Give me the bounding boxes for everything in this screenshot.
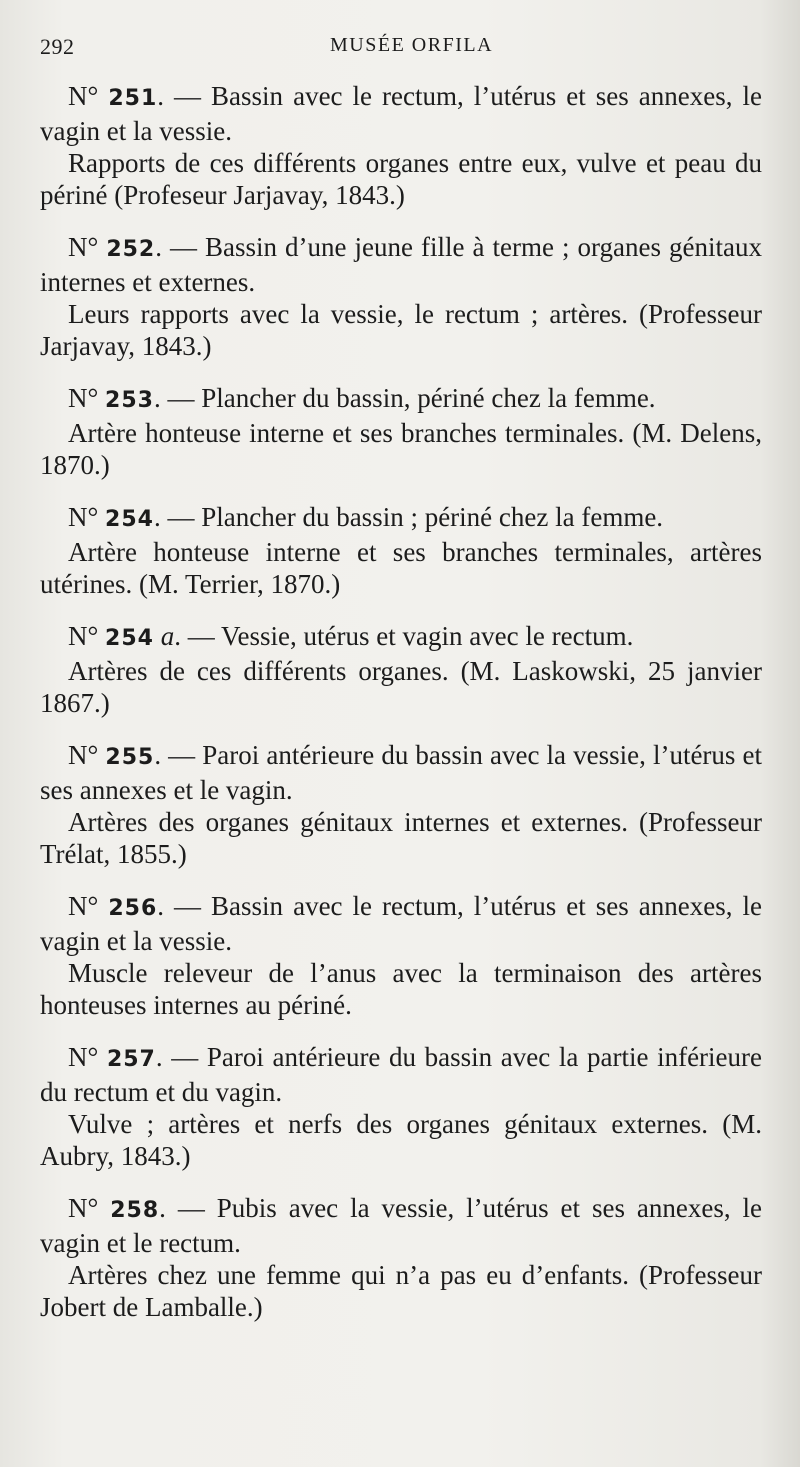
entry-number: 252 xyxy=(106,237,156,262)
entry-heading xyxy=(40,231,762,298)
page-number: 292 xyxy=(40,34,75,59)
entry-number-suffix: a xyxy=(153,621,175,651)
catalog-entries xyxy=(40,80,762,1343)
entry-details: Leurs rapports avec la vessie, le rectum ; artères. (Professeur Jarjavay, 1843.) xyxy=(40,299,762,361)
entry-title: . — Paroi antérieure du bassin avec la partie inférieure du rectum et du vagin. xyxy=(40,1042,763,1107)
entry-title: . — Paroi antérieure du bassin avec la vessie, l’utérus et ses annexes et le vagin. xyxy=(40,740,763,805)
entry-details: Artère honteuse interne et ses branches terminales, artères utérines. (M. Terrier, 1870.) xyxy=(40,537,762,599)
entry-heading xyxy=(40,382,762,417)
number-label: N° xyxy=(68,383,99,413)
entry-heading xyxy=(40,739,762,806)
entry-heading xyxy=(40,80,762,147)
catalog-entry xyxy=(40,382,762,481)
entry-details: Vulve ; artères et nerfs des organes génitaux externes. (M. Aubry, 1843.) xyxy=(40,1109,762,1171)
running-title: MUSÉE ORFILA xyxy=(330,34,494,56)
entry-title: . — Bassin avec le rectum, l’utérus et ses annexes, le vagin et la vessie. xyxy=(40,891,763,956)
number-label: N° xyxy=(68,81,99,111)
number-label: N° xyxy=(68,621,99,651)
entry-details: Rapports de ces différents organes entre eux, vulve et peau du périné (Profeseur Jarjavay, 1843.) xyxy=(40,148,762,210)
entry-heading xyxy=(40,1192,762,1259)
entry-number: 258 xyxy=(110,1198,160,1223)
catalog-entry xyxy=(40,620,762,719)
catalog-entry xyxy=(40,501,762,600)
entry-title: . — Plancher du bassin, périné chez la femme. xyxy=(153,383,656,413)
catalog-entry xyxy=(40,80,762,211)
catalog-entry xyxy=(40,1041,762,1172)
entry-heading xyxy=(40,1041,762,1108)
entry-heading xyxy=(40,620,762,655)
entry-number: 254 xyxy=(105,626,154,651)
entry-title: . — Vessie, utérus et vagin avec le rectum. xyxy=(174,621,634,651)
entry-title: . — Pubis avec la vessie, l’utérus et ses annexes, le vagin et le rectum. xyxy=(40,1193,763,1258)
entry-number: 256 xyxy=(108,896,158,921)
entry-number: 253 xyxy=(105,388,154,413)
entry-details: Muscle releveur de l’anus avec la terminaison des artères honteuses internes au périné. xyxy=(40,958,762,1020)
entry-number: 257 xyxy=(106,1047,156,1072)
catalog-entry xyxy=(40,890,762,1021)
entry-heading xyxy=(40,890,762,957)
entry-title: . — Bassin d’une jeune fille à terme ; organes génitaux internes et externes. xyxy=(40,232,762,297)
number-label: N° xyxy=(68,891,99,921)
entry-heading xyxy=(40,501,762,536)
number-label: N° xyxy=(68,232,99,262)
number-label: N° xyxy=(68,740,99,770)
entry-details: Artère honteuse interne et ses branches terminales. (M. Delens, 1870.) xyxy=(40,418,762,480)
entry-details: Artères de ces différents organes. (M. Laskowski, 25 janvier 1867.) xyxy=(40,656,762,718)
catalog-entry xyxy=(40,231,762,362)
number-label: N° xyxy=(68,502,99,532)
entry-details: Artères des organes génitaux internes et externes. (Professeur Trélat, 1855.) xyxy=(40,807,762,869)
catalog-entry xyxy=(40,1192,762,1323)
entry-title: . — Bassin avec le rectum, l’utérus et ses annexes, le vagin et la vessie. xyxy=(40,81,763,146)
entry-number: 254 xyxy=(105,507,154,532)
number-label: N° xyxy=(68,1042,99,1072)
catalog-entry xyxy=(40,739,762,870)
number-label: N° xyxy=(68,1193,99,1223)
entry-details: Artères chez une femme qui n’a pas eu d’enfants. (Professeur Jobert de Lamballe.) xyxy=(40,1260,762,1322)
entry-number: 251 xyxy=(108,86,158,111)
entry-title: . — Plancher du bassin ; périné chez la femme. xyxy=(153,502,664,532)
running-header xyxy=(40,34,760,64)
entry-number: 255 xyxy=(105,745,155,770)
